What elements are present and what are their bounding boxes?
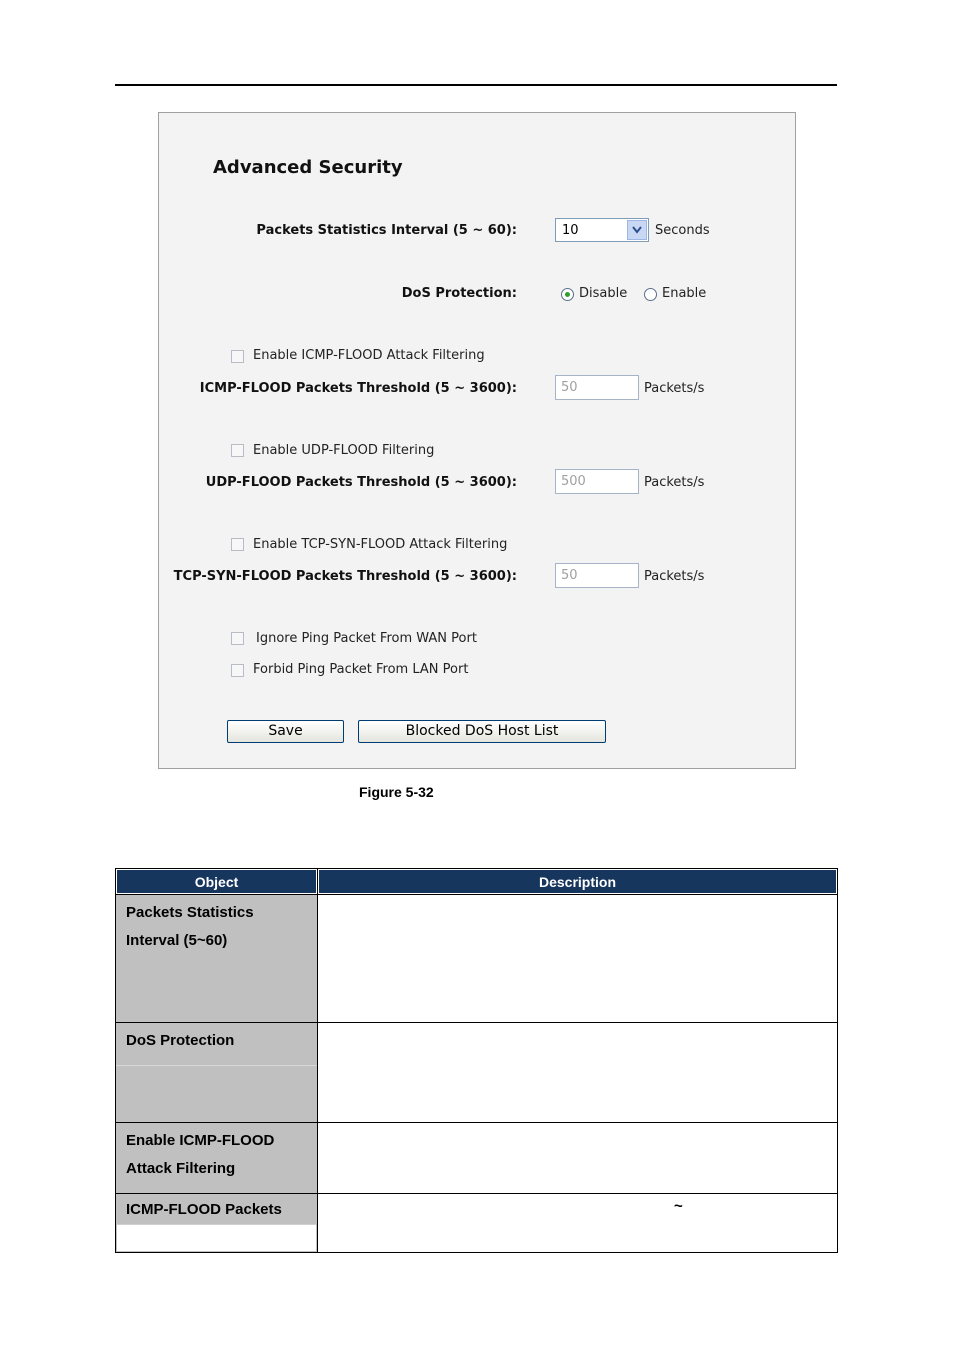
table-row	[116, 1123, 838, 1194]
dos-enable-radio[interactable]	[644, 288, 657, 301]
advanced-security-panel	[158, 112, 796, 769]
udp-threshold-input[interactable]	[555, 469, 639, 494]
packets-interval-label: Packets Statistics Interval (5 ~ 60):	[256, 223, 517, 238]
packets-interval-select[interactable]	[555, 218, 649, 242]
object-text: Enable ICMP-FLOOD	[126, 1132, 275, 1149]
tcp-threshold-input[interactable]	[555, 563, 639, 588]
tcp-syn-flood-checkbox[interactable]	[231, 538, 244, 551]
icmp-threshold-label: ICMP-FLOOD Packets Threshold (5 ~ 3600):	[199, 381, 517, 396]
packets-interval-value: 10	[562, 223, 579, 238]
object-text: Interval (5~60)	[126, 932, 228, 949]
dos-disable-label: Disable	[579, 286, 628, 301]
object-cell	[116, 1023, 318, 1123]
blocked-dos-host-list-button[interactable]: Blocked DoS Host List	[358, 720, 606, 743]
icmp-threshold-unit: Packets/s	[644, 381, 705, 396]
save-button[interactable]: Save	[227, 720, 344, 743]
forbid-ping-lan-label: Forbid Ping Packet From LAN Port	[253, 662, 469, 677]
icmp-flood-checkbox[interactable]	[231, 350, 244, 363]
panel-title: Advanced Security	[213, 157, 403, 178]
dos-disable-radio[interactable]	[561, 288, 574, 301]
tcp-threshold-unit: Packets/s	[644, 569, 705, 584]
description-cell	[318, 1194, 838, 1253]
description-text: ~	[674, 1198, 683, 1215]
packets-interval-unit: Seconds	[655, 223, 710, 238]
table-row	[116, 1194, 838, 1253]
object-text: Packets Statistics	[126, 904, 254, 921]
tcp-threshold-value: 50	[561, 568, 578, 583]
description-cell	[318, 895, 838, 1023]
figure-caption: Figure 5-32	[359, 784, 434, 800]
tcp-syn-flood-checkbox-label: Enable TCP-SYN-FLOOD Attack Filtering	[253, 537, 508, 552]
object-cell	[116, 1194, 318, 1253]
udp-threshold-value: 500	[561, 474, 586, 489]
description-cell	[318, 1123, 838, 1194]
page-top-rule	[115, 84, 837, 86]
table-row	[116, 895, 838, 1023]
dos-protection-label: DoS Protection:	[401, 286, 517, 301]
icmp-flood-checkbox-label: Enable ICMP-FLOOD Attack Filtering	[253, 348, 485, 363]
object-text: ICMP-FLOOD Packets	[126, 1201, 282, 1218]
icmp-threshold-value: 50	[561, 380, 578, 395]
icmp-threshold-input[interactable]	[555, 375, 639, 400]
object-text: DoS Protection	[126, 1032, 235, 1049]
description-cell	[318, 1023, 838, 1123]
udp-threshold-unit: Packets/s	[644, 475, 705, 490]
ignore-ping-wan-checkbox[interactable]	[231, 632, 244, 645]
object-cell	[116, 895, 318, 1023]
description-table	[115, 868, 838, 1253]
chevron-down-icon[interactable]	[627, 220, 647, 240]
udp-flood-checkbox[interactable]	[231, 444, 244, 457]
cell-lower-blank	[117, 1224, 316, 1251]
header-object: Object	[116, 869, 318, 895]
header-description: Description	[318, 869, 838, 895]
udp-flood-checkbox-label: Enable UDP-FLOOD Filtering	[253, 443, 435, 458]
object-cell	[116, 1123, 318, 1194]
table-row	[116, 1023, 838, 1123]
udp-threshold-label: UDP-FLOOD Packets Threshold (5 ~ 3600):	[205, 475, 517, 490]
forbid-ping-lan-checkbox[interactable]	[231, 664, 244, 677]
table-header-row	[116, 869, 838, 895]
ignore-ping-wan-label: Ignore Ping Packet From WAN Port	[256, 631, 477, 646]
cell-divider	[116, 1065, 317, 1066]
object-text: Attack Filtering	[126, 1160, 236, 1177]
tcp-threshold-label: TCP-SYN-FLOOD Packets Threshold (5 ~ 3600):	[173, 569, 517, 584]
dos-enable-label: Enable	[662, 286, 707, 301]
